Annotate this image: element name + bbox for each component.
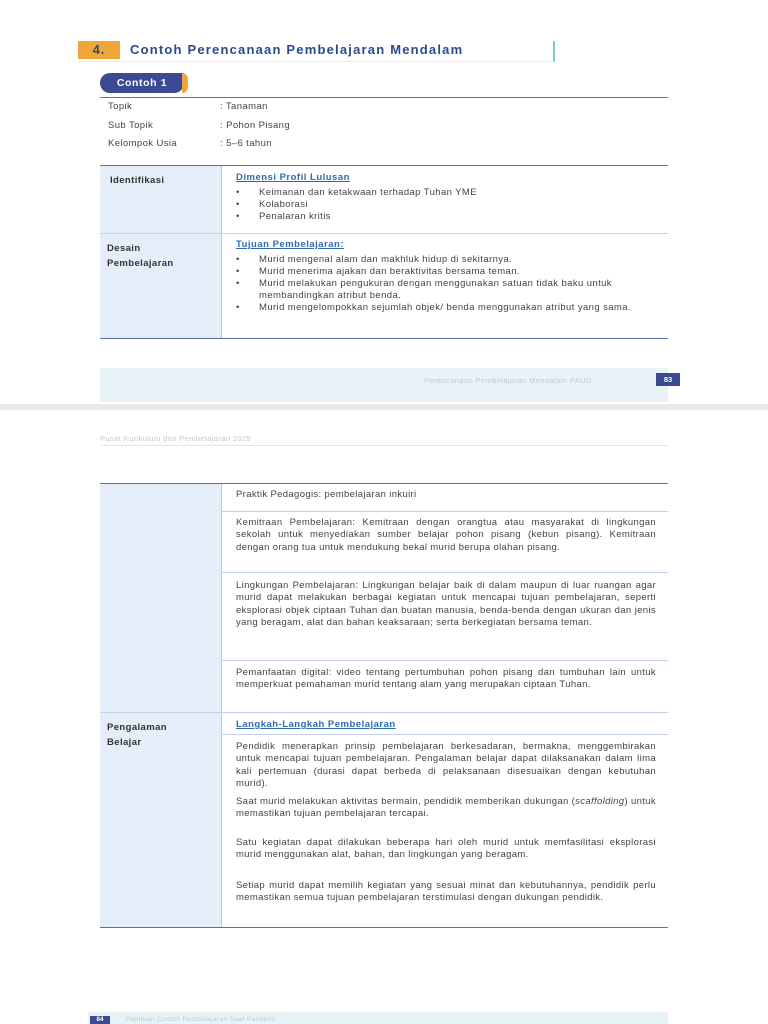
pengalaman-label — [107, 720, 167, 750]
pengalaman-label-line1: Pengalaman — [107, 722, 167, 733]
pengalaman-label-cell — [100, 713, 221, 927]
langkah-paragraph-3: Satu kegiatan dapat dilakukan beberapa hari oleh murid untuk memfasilitasi eksplorasi murid menggunakan alat, bahan, dan lingkungan yang beragam. — [236, 837, 656, 861]
identifikasi-label-cell — [100, 166, 221, 233]
tujuan-heading: Tujuan Pembelajaran: — [236, 239, 345, 250]
identifikasi-content — [221, 166, 669, 233]
pemanfaatan-digital: Pemanfaatan digital: video tentang pertumbuhan pohon pisang dan tumbuhan lain untuk memperkuat pemahaman murid tentang alam yang merupakan ciptaan Tuhan. — [236, 667, 656, 691]
pengalaman-label-line2: Belajar — [107, 737, 142, 748]
desain-continuation-cell — [100, 484, 221, 712]
desain-label — [107, 241, 174, 271]
row-divider — [221, 511, 668, 512]
footer-band — [100, 368, 668, 402]
row-divider — [221, 660, 668, 661]
meta-value: : Tanaman — [220, 101, 268, 112]
running-header: Pusat Kurikulum dan Pembelajaran 2025 — [100, 434, 252, 443]
footer-text: Perencanaan Pembelajaran Mendalam PAUD — [424, 376, 592, 385]
praktik-pedagogis: Praktik Pedagogis: pembelajaran inkuiri — [236, 489, 417, 500]
meta-key: Sub Topik — [108, 120, 154, 131]
row-divider — [221, 734, 668, 735]
dimensi-list — [236, 187, 656, 223]
header-rule — [100, 445, 668, 446]
dimensi-heading: Dimensi Profil Lulusan — [236, 172, 350, 183]
table-top-rule — [100, 97, 668, 98]
table-bottom-rule — [100, 338, 668, 339]
desain-label-line1: Desain — [107, 243, 141, 254]
table-bottom-rule — [100, 927, 668, 928]
list-item: • Keimanan dan ketakwaan terhadap Tuhan YME — [236, 187, 656, 199]
p2-italic-term: scaffolding — [575, 796, 625, 807]
page-number: 83 — [656, 373, 680, 386]
meta-key: Topik — [108, 101, 133, 112]
identifikasi-label: Identifikasi — [110, 175, 165, 186]
langkah-heading: Langkah-Langkah Pembelajaran — [236, 719, 396, 730]
p2-text-end: ) untuk memastikan tujuan pembelajaran tercapai. — [236, 796, 657, 820]
kemitraan-pembelajaran: Kemitraan Pembelajaran: Kemitraan dengan orangtua atau masyarakat di lingkungan sekolah untuk menyediakan sumber belajar pohon pisang (kebun pisang). Kemitraan dengan orang tua untuk mendukung bekal murid berupa olahan pisang. — [236, 517, 656, 553]
lingkungan-pembelajaran: Lingkungan Pembelajaran: Lingkungan belajar baik di dalam maupun di luar ruangan agar murid dapat melakukan berbagai kegiatan untuk mencapai tujuan pembelajaran, seperti eksplorasi objek ciptaan Tuhan dan buatan manusia, benda-benda dengan ukuran dan jenis yang beragam, alat dan bahan keaksaraan; serta berkegiatan bersama teman. — [236, 580, 656, 629]
langkah-paragraph-4: Setiap murid dapat memilih kegiatan yang sesuai minat dan kebutuhannya, pendidik perlu memastikan semua tujuan pembelajaran terstimulasi dengan dukungan pendidik. — [236, 880, 656, 904]
desain-label-line2: Pembelajaran — [107, 258, 174, 269]
list-item: • Murid melakukan pengukuran dengan menggunakan satuan tidak baku untuk membandingkan atribut benda. — [236, 278, 656, 301]
list-item: • Murid menerima ajakan dan beraktivitas bersama teman. — [236, 266, 656, 278]
page-number: 84 — [90, 1016, 110, 1024]
langkah-paragraph-1: Pendidik menerapkan prinsip pembelajaran berkesadaran, bermakna, menggembirakan untuk mencapai tujuan pembelajaran. Pengalaman belajar dapat dilaksanakan dalam lima kali pertemuan (durasi dapat berbeda di pelaksanaan disesuaikan dengan kebutuhan murid). — [236, 741, 656, 790]
langkah-paragraph-2 — [236, 796, 656, 821]
p2-text-start: Saat murid melakukan aktivitas bermain, pendidik memberikan dukungan ( — [236, 796, 576, 807]
tujuan-list — [236, 254, 656, 314]
desain-label-cell — [100, 234, 221, 338]
list-item: • Kolaborasi — [236, 199, 656, 211]
page-separator — [0, 404, 768, 410]
list-item: • Murid mengenal alam dan makhluk hidup di sekitarnya. — [236, 254, 656, 266]
row-divider — [221, 572, 668, 573]
meta-value: : 5–6 tahun — [220, 138, 272, 149]
meta-value: : Pohon Pisang — [220, 120, 291, 131]
section-number: 4. — [78, 41, 120, 59]
example-label: Contoh 1 — [100, 73, 184, 93]
list-item: • Murid mengelompokkan sejumlah objek/ benda menggunakan atribut yang sama. — [236, 302, 656, 314]
list-item: • Penalaran kritis — [236, 211, 656, 223]
section-title: Contoh Perencanaan Pembelajaran Mendalam — [130, 42, 464, 57]
section-heading — [78, 41, 555, 62]
meta-key: Kelompok Usia — [108, 138, 178, 149]
desain-content — [221, 234, 669, 338]
footer-text: Panduan Contoh Pembelajaran Saat Pandemi — [126, 1016, 276, 1023]
